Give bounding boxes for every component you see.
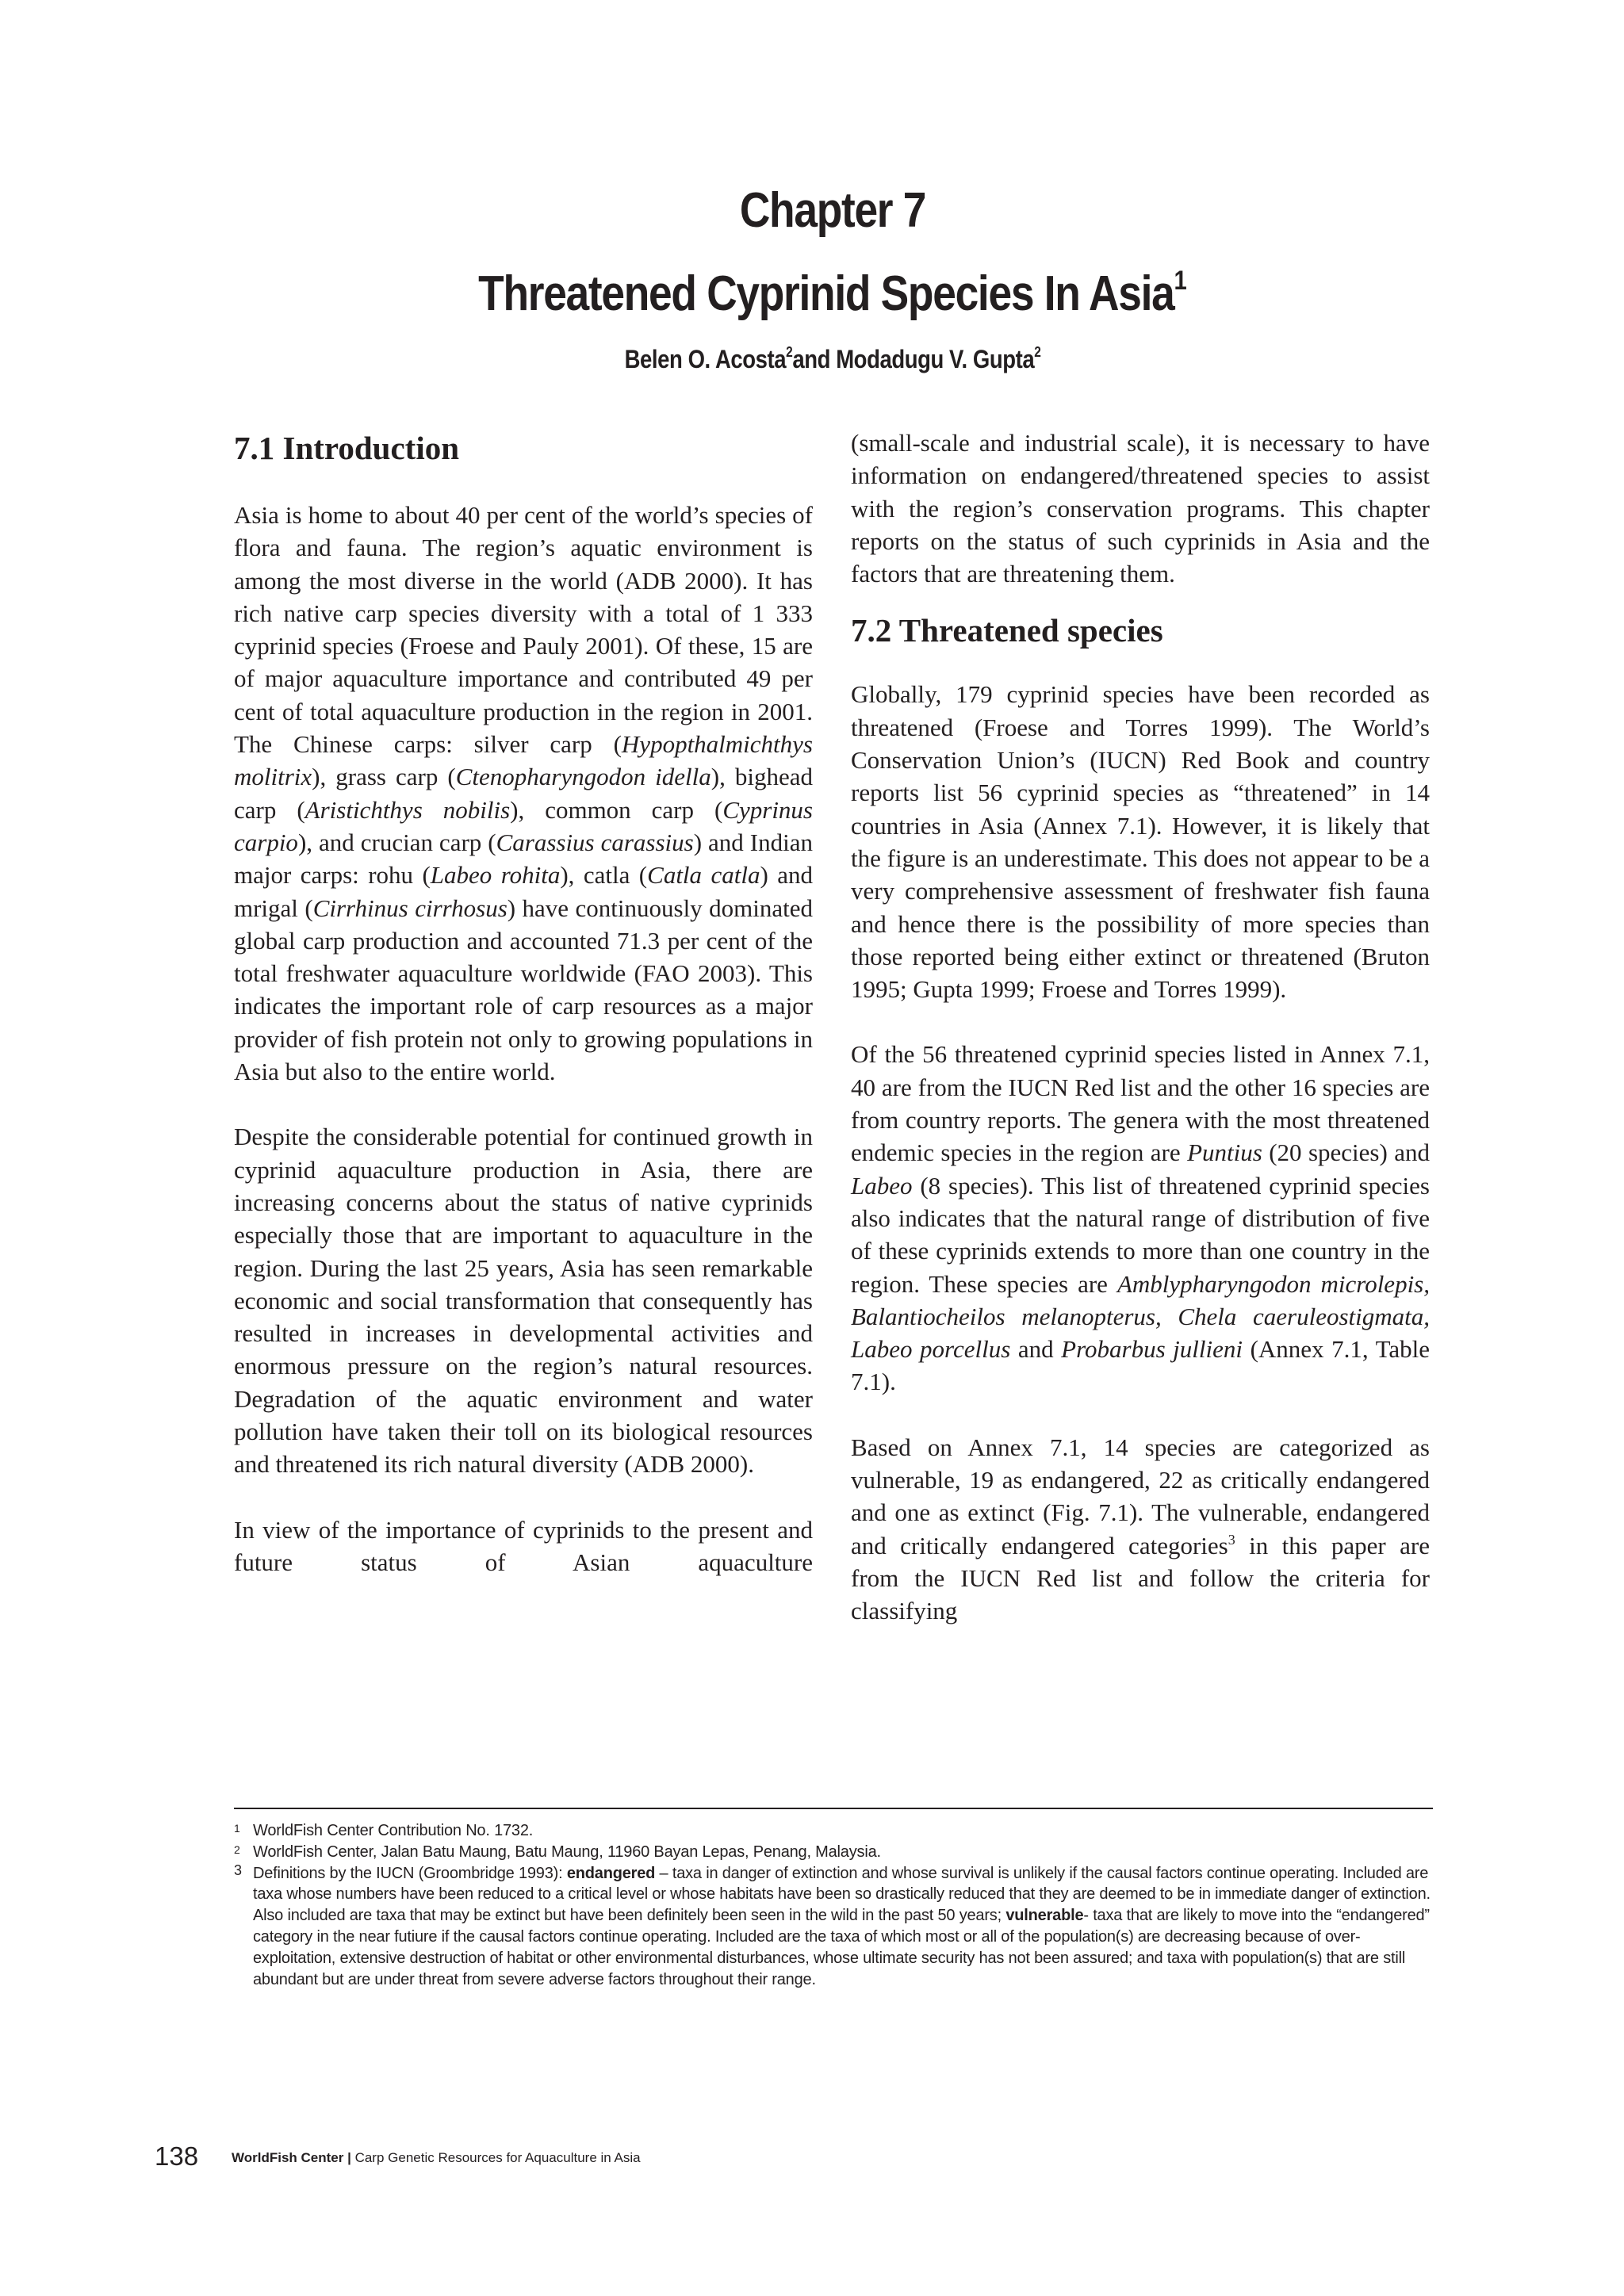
species-name: Amblypharyngodon microlepis, Balantiocheilos melanopterus, Chela caeruleostigmata, Labeo porcellus	[851, 1269, 1430, 1364]
threatened-paragraph-2	[851, 1038, 1430, 1398]
species-name: Labeo rohita	[430, 861, 561, 890]
species-name: Ctenopharyngodon idella	[455, 763, 711, 791]
species-name: Cirrhinus cirrhosus	[312, 894, 508, 922]
paragraph-text: ), grass carp (	[312, 763, 456, 791]
footer-separator: |	[343, 2150, 355, 2165]
paragraph-text: in this paper are from the IUCN Red list and follow the criteria for classifying	[851, 1531, 1431, 1625]
footnote-number: 3	[234, 1862, 242, 1878]
footnote	[234, 1820, 1439, 1842]
chapter-title-text: Threatened Cyprinid Species In Asia	[478, 266, 1174, 321]
footnote-ref: 3	[1228, 1531, 1235, 1548]
species-name: Probarbus jullieni	[1061, 1335, 1243, 1364]
right-column	[851, 428, 1430, 1628]
threatened-paragraph-1: Globally, 179 cyprinid species have been recorded as threatened (Froese and Torres 1999). The World’s Conservation Union’s (IUCN) Red Book and country reports list 56 cyprinid species as “threatened” in 14 countries in Asia (Annex 7.1). However, it is likely that the figure is an underestimate. This does not appear to be a very comprehensive assessment of freshwater fish fauna and hence there is the possibility of more species than those reported being either extinct or threatened (Bruton 1995; Gupta 1999; Froese and Torres 1999).	[851, 680, 1430, 1004]
paragraph-text: Asia is home to about 40 per cent of the world’s species of flora and fauna. The region’s aquatic environment is among the most diverse in the world (ADB 2000). It has rich native carp species diversity with a total of 1 333 cyprinid species (Froese and Pauly 2001). Of these, 15 are of major aquaculture importance and contributed 49 per cent of total aquaculture production in the region in 2001. The Chinese carps: silver carp (	[234, 501, 813, 759]
paragraph-text: ) have continuously dominated global carp production and accounted 71.3 per cent of the total freshwater aquaculture worldwide (FAO 2003). This indicates the important role of carp resources as a major provider of fish protein not only to growing populations in Asia but also to the entire world.	[234, 894, 813, 1086]
author-name: and Modadugu V. Gupta	[792, 345, 1035, 373]
footnote-text: - taxa that are likely to move into the “endangered” category in the near futiure if the causal factors continue operating. Included are the taxa of which most or all of the population(s) are decreasing because of over-exploitation, extensive destruction of habitat or other environmental disturbances, whose ultimate security has not been assured; and taxa with population(s) that are still abundant but are under threat from severe adverse factors throughout their range.	[253, 1907, 1430, 1988]
species-name: Hypopthalmichthys molitrix	[234, 730, 813, 791]
species-name: Aristichthys nobilis	[304, 795, 511, 824]
intro-paragraph-3-continued: (small-scale and industrial scale), it is necessary to have information on endangered/threatened species to assist with the region’s conservation programs. This chapter reports on the status of such cyprinids in Asia and the factors that are threatening them.	[851, 429, 1430, 588]
paragraph-text: ), catla (	[560, 861, 648, 890]
intro-paragraph-2: Despite the considerable potential for continued growth in cyprinid aquaculture production in Asia, there are increasing concerns about the status of native cyprinids especially those that are important to aquaculture in the region. During the last 25 years, Asia has seen remarkable economic and social transformation that consequently has resulted in increases in developmental activities and enormous pressure on the region’s natural resources. Degradation of the aquatic environment and water pollution have taken their toll on its biological resources and threatened its rich natural diversity (ADB 2000).	[234, 1123, 813, 1479]
book-title: Carp Genetic Resources for Aquaculture in Asia	[354, 2150, 641, 2165]
paragraph-text: ) and mrigal (	[234, 861, 813, 922]
footnote-text: WorldFish Center, Jalan Batu Maung, Batu Maung, 11960 Bayan Lepas, Penang, Malaysia.	[253, 1843, 881, 1861]
footnote-text: – taxa in danger of extinction and whose survival is unlikely if the causal factors continue operating. Included are taxa whose numbers have been reduced to a critical level or whose habitats have been so drastically reduced that they are deemed to be in immediate danger of extinction. Also included are taxa that may be extinct but have been definitely been seen in the wild in the past 50 years;	[253, 1864, 1431, 1925]
footnote-divider	[234, 1808, 1433, 1809]
paragraph-text: ) and Indian major carps: rohu (	[234, 828, 813, 890]
publisher-name: WorldFish Center	[232, 2150, 344, 2165]
footnote	[234, 1842, 1439, 1863]
species-name: Catla catla	[647, 861, 760, 890]
paragraph-text: (Annex 7.1, Table 7.1).	[851, 1335, 1430, 1396]
footnotes	[234, 1820, 1439, 1990]
paragraph-text: ), common carp (	[510, 795, 723, 824]
author-name: Belen O. Acosta	[624, 345, 787, 373]
chapter-title	[117, 246, 1549, 329]
paragraph-text: ), and crucian carp (	[297, 828, 496, 856]
paragraph-text: Of the 56 threatened cyprinid species listed in Annex 7.1, 40 are from the IUCN Red list and the other 16 species are from country reports. The genera with the most threatened endemic species in the region are	[851, 1040, 1430, 1167]
paragraph-text: ), bighead carp (	[234, 763, 813, 824]
footnote-number: 2	[234, 1843, 240, 1856]
running-footer	[232, 2150, 641, 2166]
paragraph-text: (20 species) and	[1262, 1138, 1430, 1167]
section-heading-introduction: 7.1 Introduction	[234, 430, 460, 466]
section-heading-threatened-species: 7.2 Threatened species	[851, 612, 1163, 649]
intro-paragraph-1	[234, 499, 813, 1088]
term-vulnerable: vulnerable	[1005, 1907, 1084, 1925]
footnote-ref: 2	[786, 344, 793, 360]
page-number: 138	[155, 2141, 199, 2171]
chapter-label: Chapter 7	[739, 183, 926, 238]
footnote-ref: 1	[1174, 266, 1187, 296]
footnote-number: 1	[234, 1822, 240, 1835]
genus-name: Labeo	[851, 1171, 913, 1200]
paragraph-text: and	[1010, 1335, 1062, 1364]
left-column	[234, 428, 813, 1578]
species-name: Carassius carassius	[496, 828, 694, 856]
chapter-header	[0, 176, 1624, 379]
footnote-text: WorldFish Center Contribution No. 1732.	[253, 1822, 534, 1839]
threatened-paragraph-3	[851, 1431, 1430, 1628]
paragraph-text: Based on Annex 7.1, 14 species are categorized as vulnerable, 19 as endangered, 22 as critically endangered and one as extinct (Fig. 7.1). The vulnerable, endangered and critically endangered categories	[851, 1433, 1430, 1559]
paragraph-text: (8 species). This list of threatened cyprinid species also indicates that the natural range of distribution of five of these cyprinids extends to more than one country in the region. These species are	[851, 1171, 1430, 1298]
genus-name: Puntius	[1187, 1138, 1262, 1167]
page-footer	[155, 2141, 868, 2172]
term-endangered: endangered	[566, 1864, 656, 1882]
footnote	[234, 1863, 1439, 1991]
footnote-text: Definitions by the IUCN (Groombridge 1993):	[253, 1864, 567, 1882]
footnote-ref: 2	[1034, 344, 1041, 360]
authors	[117, 332, 1549, 379]
intro-paragraph-3: In view of the importance of cyprinids to the present and future status of Asian aquaculture	[234, 1515, 813, 1576]
species-name: Cyprinus carpio	[234, 795, 813, 856]
